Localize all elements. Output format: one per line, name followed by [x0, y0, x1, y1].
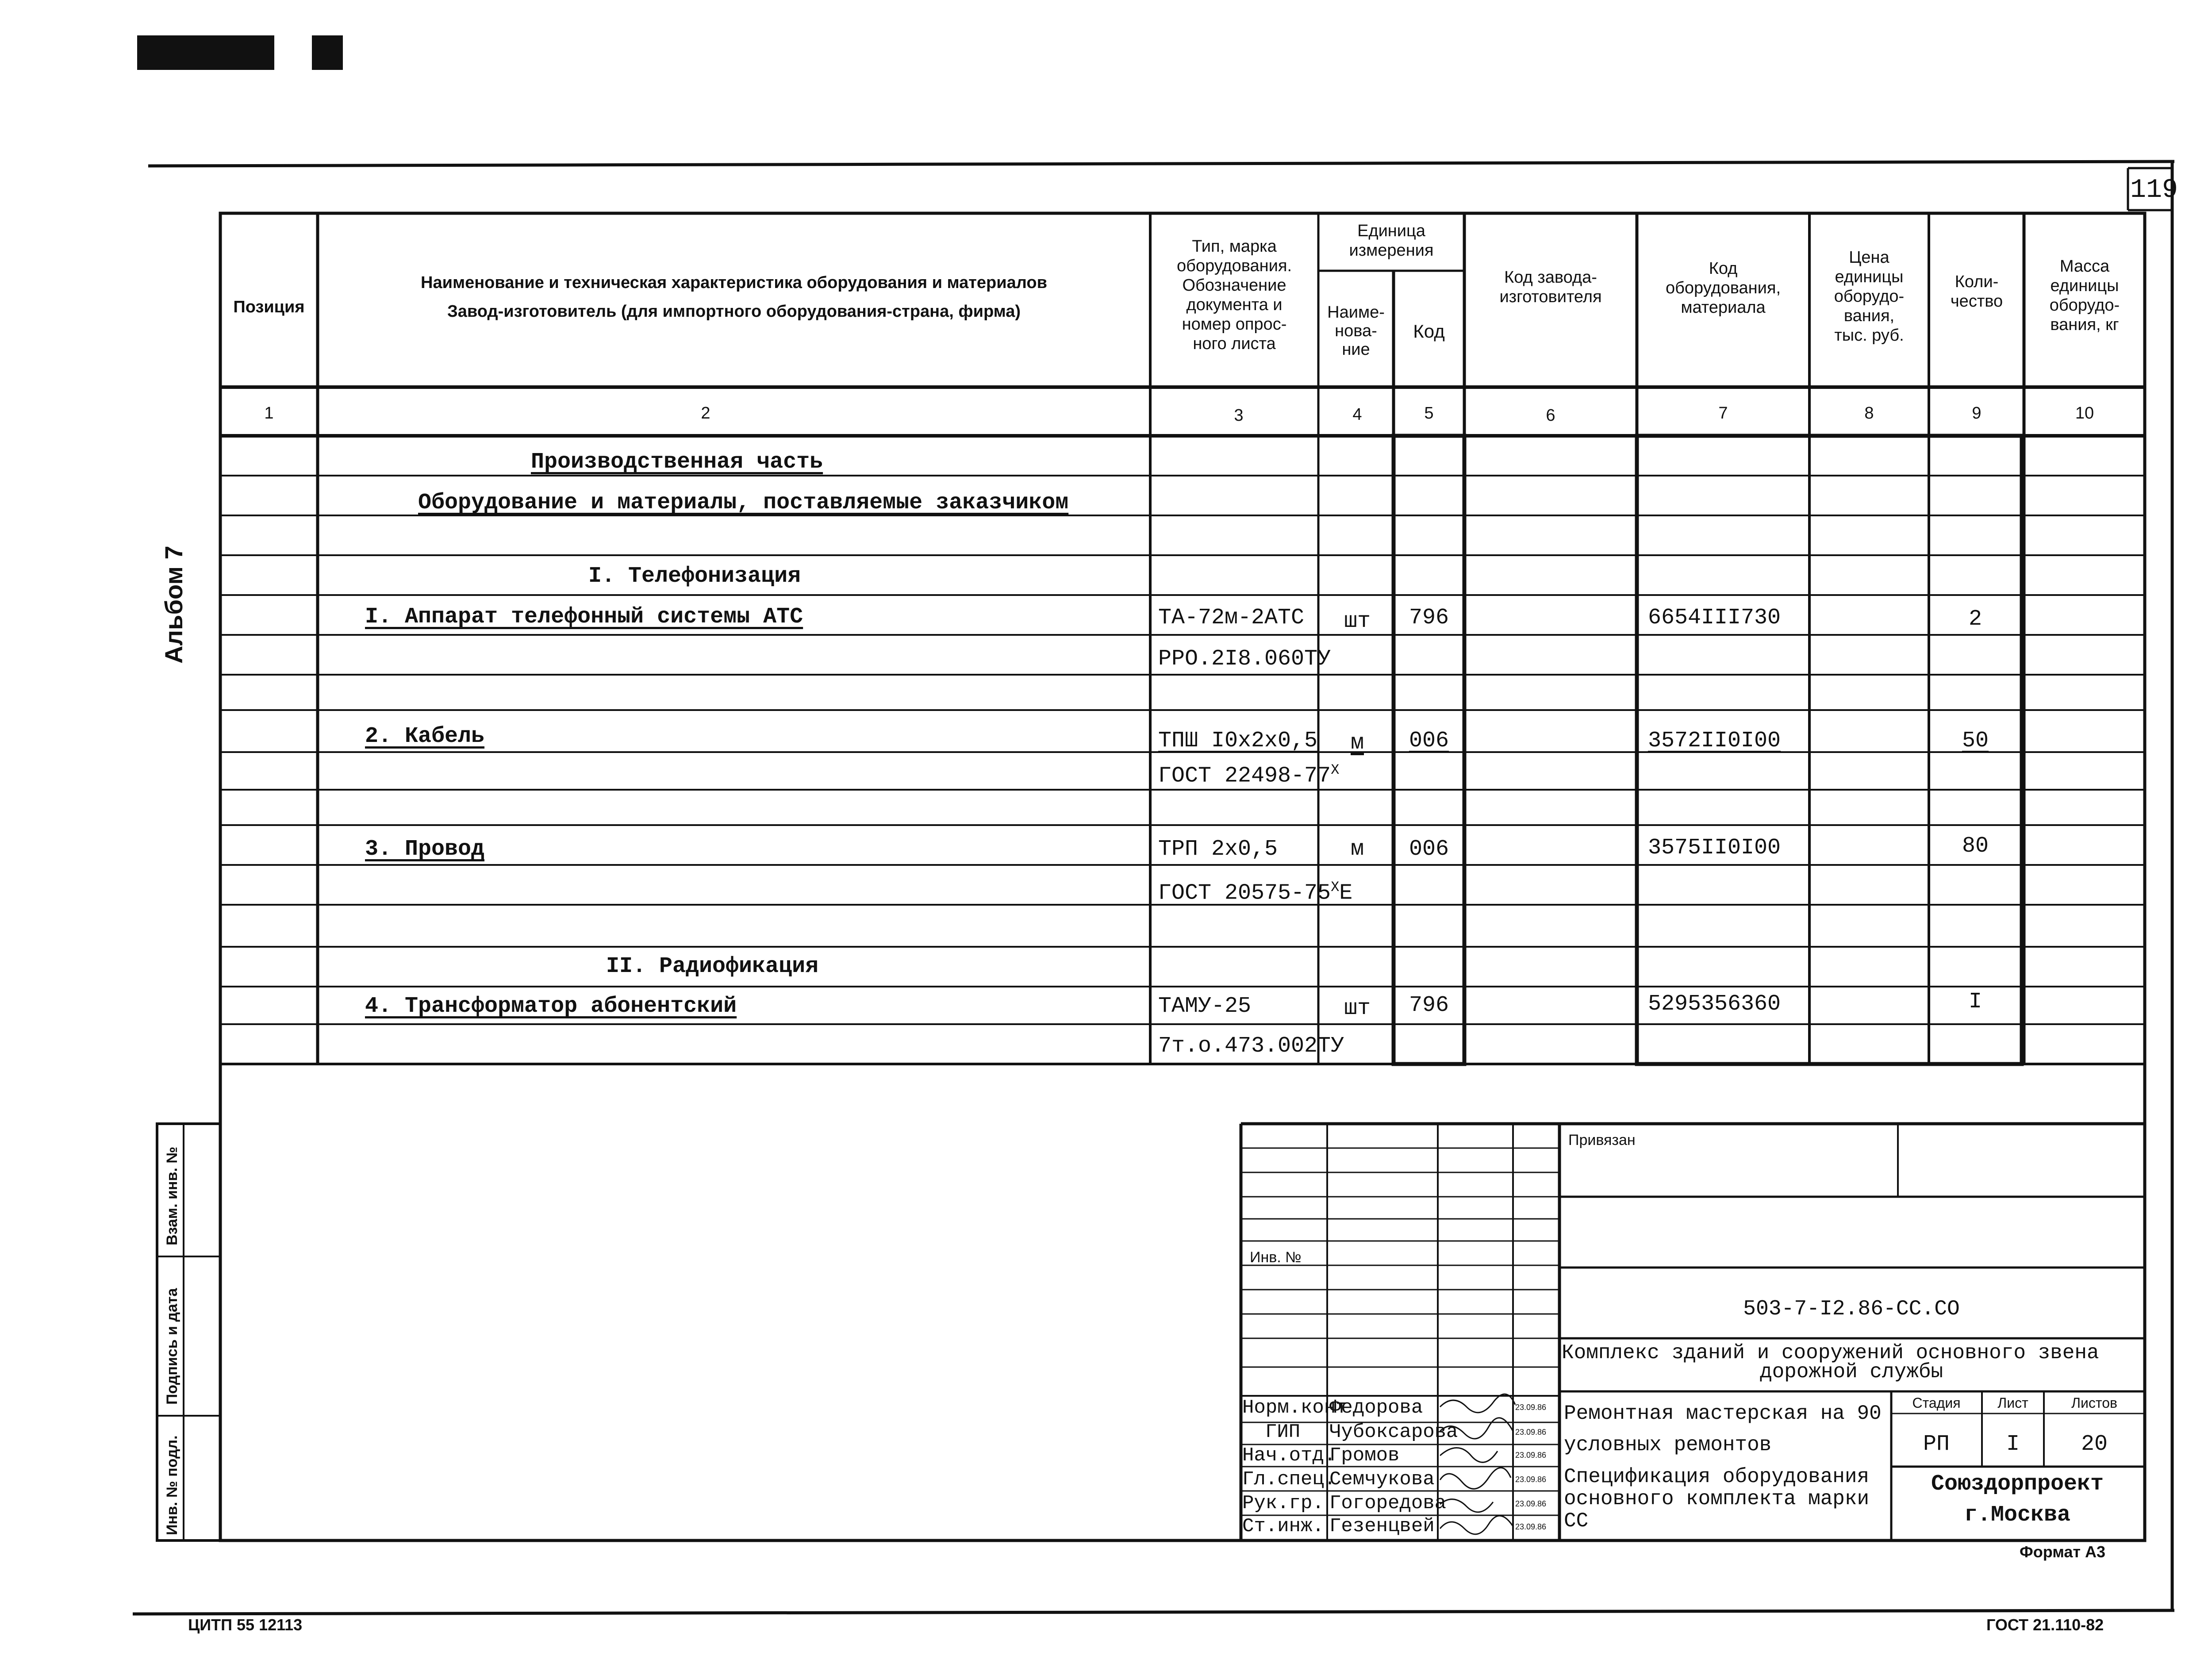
object-title-line2: условных ремонтов	[1564, 1433, 1772, 1456]
header-equip-code-line: Код	[1709, 259, 1738, 278]
stage-value: РП	[1923, 1432, 1950, 1457]
item-type: ТАМУ-25	[1158, 994, 1252, 1019]
header-qty	[1951, 272, 2003, 311]
item-name: 2. Кабель	[365, 724, 485, 749]
signer-role: Норм.конт	[1242, 1397, 1348, 1419]
header-type-line: Обозначение	[1182, 276, 1286, 295]
header-price-line: вания,	[1843, 307, 1895, 325]
column-number: 3	[1234, 406, 1244, 425]
header-price-line: тыс. руб.	[1834, 326, 1904, 345]
gost-standard: ГОСТ 21.110-82	[1986, 1616, 2104, 1634]
header-mass-line: Масса	[2059, 257, 2110, 276]
item-quantity: 80	[1962, 834, 1989, 859]
inv-no-label: Инв. №	[1250, 1249, 1302, 1266]
signer-name: Громов	[1329, 1444, 1400, 1467]
page-number: 119	[2130, 175, 2178, 205]
item-type: ТПШ I0х2х0,5	[1158, 728, 1318, 753]
doc-title-line3: СС	[1564, 1510, 1589, 1533]
format-label: Формат А3	[2020, 1543, 2106, 1561]
header-price	[1834, 248, 1904, 345]
header-unit-line: измерения	[1349, 241, 1434, 260]
header-price-line: оборудо-	[1834, 287, 1905, 306]
print-code: ЦИТП 55 12113	[188, 1616, 303, 1634]
header-equip-code-line: материала	[1681, 298, 1766, 317]
header-unit-name-line: нова-	[1335, 322, 1377, 340]
stage-label: Стадия	[1912, 1395, 1961, 1411]
header-type-line: номер опрос-	[1182, 315, 1287, 334]
item-unit: м	[1350, 730, 1364, 756]
header-type	[1155, 237, 1314, 353]
item-quantity: I	[1968, 989, 1982, 1014]
header-type-line: оборудования.	[1176, 257, 1292, 275]
column-number: 10	[2075, 404, 2094, 423]
column-number: 8	[1864, 404, 1874, 423]
project-title-line1: Комплекс зданий и сооружений основного звена	[1562, 1341, 2099, 1364]
signer-role: Ст.инж.	[1242, 1515, 1324, 1537]
section-title: Производственная часть	[531, 449, 823, 475]
column-number: 4	[1352, 405, 1362, 424]
column-number: 6	[1546, 406, 1555, 425]
organization-city: г.Москва	[1964, 1502, 2071, 1528]
header-price-line: единицы	[1835, 268, 1904, 286]
item-unit: шт	[1344, 996, 1371, 1021]
item-type: ТРП 2х0,5	[1158, 837, 1278, 862]
group-title-radio: II. Радиофикация	[606, 954, 819, 979]
header-type-line: документа и	[1186, 296, 1283, 314]
item-unit: шт	[1344, 609, 1371, 634]
item-type-doc-tail: Е	[1339, 880, 1353, 906]
group-title-telephony: I. Телефонизация	[588, 564, 801, 589]
signer-name: Чубоксарова	[1329, 1421, 1458, 1443]
column-number: 1	[264, 404, 274, 423]
header-equip-code	[1666, 259, 1781, 317]
header-unit-code: Код	[1413, 321, 1445, 342]
signer-date: 23.09.86	[1515, 1451, 1547, 1460]
signer-date: 23.09.86	[1515, 1522, 1547, 1531]
signer-role: Нач.отд.	[1242, 1444, 1336, 1467]
signer-role: Гл.спец.	[1242, 1468, 1336, 1490]
item-type-doc: РРО.2I8.060ТУ	[1158, 646, 1331, 672]
header-factory-code	[1499, 268, 1601, 307]
item-type: ТА-72м-2АТС	[1158, 605, 1305, 630]
item-unit-code: 006	[1409, 728, 1449, 753]
item-name: 4. Трансформатор абонентский	[365, 994, 737, 1019]
item-equipment-code: 3572II0I00	[1648, 728, 1781, 753]
header-qty-line: Коли-	[1955, 273, 1999, 291]
signer-role: ГИП	[1265, 1421, 1301, 1443]
item-type-doc-sup: Х	[1331, 879, 1340, 895]
header-factory-code-line: Код завода-	[1504, 268, 1597, 287]
privyazan-label: Привязан	[1568, 1132, 1636, 1149]
signer-name: Гогоредова	[1329, 1492, 1447, 1514]
header-unit-name	[1327, 303, 1385, 359]
item-type-doc-sup: Х	[1331, 762, 1340, 778]
header-unit-line: Единица	[1357, 222, 1425, 240]
header-position: Позиция	[233, 298, 305, 316]
column-number: 9	[1972, 404, 1982, 423]
column-number: 7	[1718, 404, 1728, 423]
album-label: Альбом 7	[160, 545, 188, 664]
document-code: 503-7-I2.86-СС.СО	[1743, 1297, 1960, 1321]
column-number: 2	[701, 404, 710, 423]
doc-title-line2: основного комплекта марки	[1564, 1487, 1870, 1510]
strip-label-replace-inv: Взам. инв. №	[164, 1146, 180, 1245]
header-mass	[2050, 257, 2120, 334]
header-mass-line: единицы	[2050, 277, 2119, 295]
item-equipment-code: 3575II0I00	[1648, 835, 1781, 860]
header-name-line1: Наименование и техническая характеристика оборудования и материалов	[421, 273, 1047, 292]
signer-name: Семчукова	[1329, 1468, 1435, 1490]
sheets-label: Листов	[2071, 1395, 2117, 1411]
header-unit-name-line: ние	[1342, 340, 1370, 359]
signer-date: 23.09.86	[1515, 1428, 1547, 1437]
header-unit-name-line: Наиме-	[1327, 303, 1385, 322]
header-qty-line: чество	[1950, 292, 2003, 311]
signer-date: 23.09.86	[1515, 1475, 1547, 1484]
object-title-line1: Ремонтная мастерская на 90	[1564, 1402, 1882, 1425]
strip-label-inv-orig: Инв. № подл.	[164, 1435, 180, 1535]
item-type-doc-text: ГОСТ 22498-77	[1158, 763, 1331, 789]
item-unit-code: 796	[1409, 605, 1449, 630]
item-equipment-code: 5295356360	[1648, 991, 1781, 1017]
item-name: 3. Провод	[365, 837, 485, 862]
header-price-line: Цена	[1849, 248, 1889, 267]
strip-label-signature-date: Подпись и дата	[164, 1288, 180, 1405]
header-unit	[1349, 221, 1434, 260]
signer-date: 23.09.86	[1515, 1403, 1547, 1412]
item-name: I. Аппарат телефонный системы АТС	[365, 604, 803, 630]
item-equipment-code: 6654III730	[1648, 605, 1781, 630]
signer-date: 23.09.86	[1515, 1499, 1547, 1508]
sheet-value: I	[2006, 1432, 2020, 1457]
signer-name: Федорова	[1329, 1397, 1423, 1419]
signer-name: Гезенцвей	[1329, 1515, 1435, 1537]
project-title-line2: дорожной службы	[1759, 1360, 1943, 1383]
signer-role: Рук.гр.	[1242, 1492, 1324, 1514]
organization-name: Союздорпроект	[1931, 1471, 2104, 1497]
header-equip-code-line: оборудования,	[1665, 279, 1781, 297]
item-type-doc: 7т.о.473.002ТУ	[1158, 1033, 1344, 1059]
column-number: 5	[1424, 404, 1434, 423]
item-type-doc	[1158, 880, 1352, 905]
header-type-line: ного листа	[1193, 334, 1276, 353]
header-mass-line: вания, кг	[2050, 315, 2119, 334]
item-unit: м	[1350, 837, 1364, 862]
header-factory-code-line: изготовителя	[1499, 288, 1602, 306]
item-unit-code: 796	[1409, 993, 1449, 1018]
item-type-doc	[1158, 763, 1339, 787]
header-type-line: Тип, марка	[1192, 237, 1277, 256]
section-subtitle: Оборудование и материалы, поставляемые заказчиком	[418, 490, 1069, 515]
item-quantity: 2	[1968, 607, 1982, 632]
sheets-value: 20	[2081, 1432, 2108, 1457]
sheet-label: Лист	[1997, 1395, 2028, 1411]
item-unit-code: 006	[1409, 837, 1449, 862]
doc-title-line1: Спецификация оборудования	[1564, 1465, 1870, 1488]
item-quantity: 50	[1962, 728, 1989, 753]
header-mass-line: оборудо-	[2049, 296, 2120, 315]
header-name-line2: Завод-изготовитель (для импортного оборудования-страна, фирма)	[447, 302, 1021, 321]
item-type-doc-text: ГОСТ 20575-75	[1158, 880, 1331, 906]
